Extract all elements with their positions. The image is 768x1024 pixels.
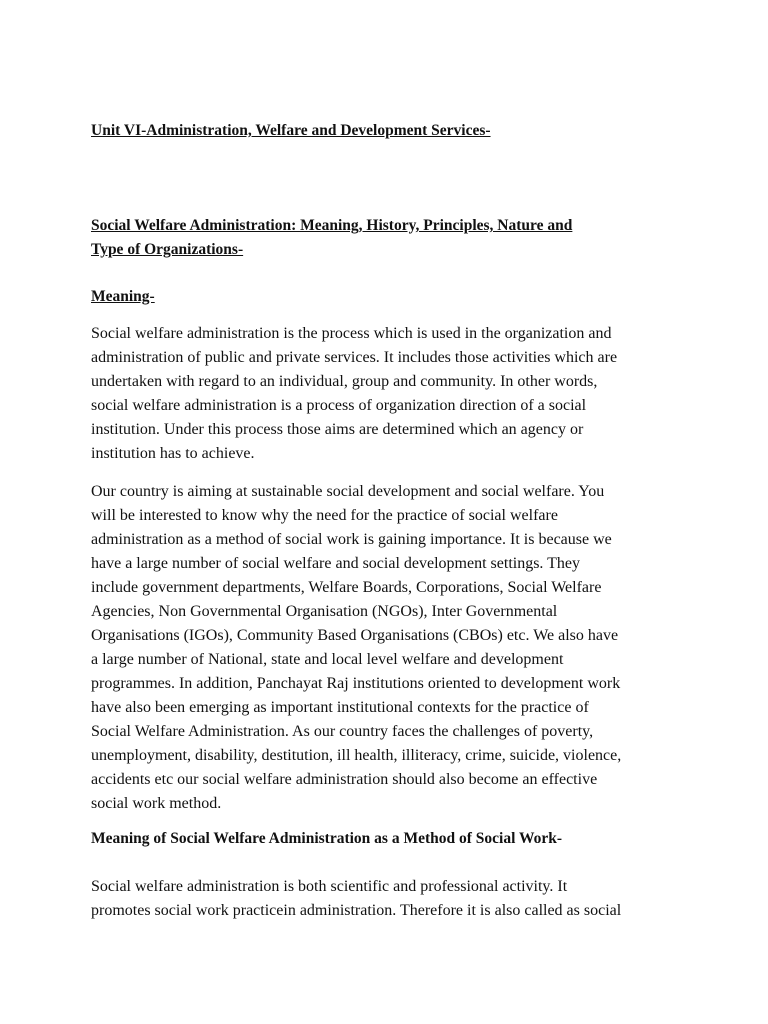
section-title (91, 214, 671, 262)
paragraph-line: Social welfare administration is both scientific and professional activity. It (91, 878, 568, 895)
paragraph-line: have also been emerging as important institutional contexts for the practice of (91, 699, 589, 716)
meaning-heading: Meaning- (91, 288, 155, 305)
paragraph-line: Social welfare administration is the process which is used in the organization and (91, 325, 612, 342)
paragraph-country (91, 480, 681, 816)
paragraph-line: administration as a method of social work is gaining importance. It is because we (91, 531, 612, 548)
paragraph-line: Social Welfare Administration. As our country faces the challenges of poverty, (91, 723, 594, 740)
paragraph-line: a large number of National, state and local level welfare and development (91, 651, 564, 668)
paragraph-method (91, 875, 681, 923)
paragraph-line: unemployment, disability, destitution, ill health, illiteracy, crime, suicide, violence, (91, 747, 622, 764)
paragraph-line: Organisations (IGOs), Community Based Organisations (CBOs) etc. We also have (91, 627, 619, 644)
paragraph-line: institution has to achieve. (91, 445, 255, 462)
section-title-line: Type of Organizations- (91, 241, 244, 258)
paragraph-line: will be interested to know why the need for the practice of social welfare (91, 507, 558, 524)
paragraph-line: undertaken with regard to an individual, group and community. In other words, (91, 373, 598, 390)
paragraph-line: social welfare administration is a process of organization direction of a social (91, 397, 587, 414)
paragraph-line: include government departments, Welfare Boards, Corporations, Social Welfare (91, 579, 602, 596)
paragraph-line: social work method. (91, 795, 222, 812)
paragraph-line: promotes social work practicein administration. Therefore it is also called as social (91, 902, 622, 919)
paragraph-line: institution. Under this process those aims are determined which an agency or (91, 421, 584, 438)
paragraph-meaning (91, 322, 681, 466)
paragraph-line: administration of public and private services. It includes those activities which are (91, 349, 618, 366)
section-title-line: Social Welfare Administration: Meaning, History, Principles, Nature and (91, 217, 573, 234)
unit-title: Unit VI-Administration, Welfare and Development Services- (91, 122, 491, 139)
method-heading: Meaning of Social Welfare Administration as a Method of Social Work- (91, 830, 563, 847)
paragraph-line: have a large number of social welfare and social development settings. They (91, 555, 581, 572)
paragraph-line: Agencies, Non Governmental Organisation (NGOs), Inter Governmental (91, 603, 558, 620)
paragraph-line: programmes. In addition, Panchayat Raj institutions oriented to development work (91, 675, 621, 692)
paragraph-line: accidents etc our social welfare administration should also become an effective (91, 771, 598, 788)
paragraph-line: Our country is aiming at sustainable social development and social welfare. You (91, 483, 605, 500)
